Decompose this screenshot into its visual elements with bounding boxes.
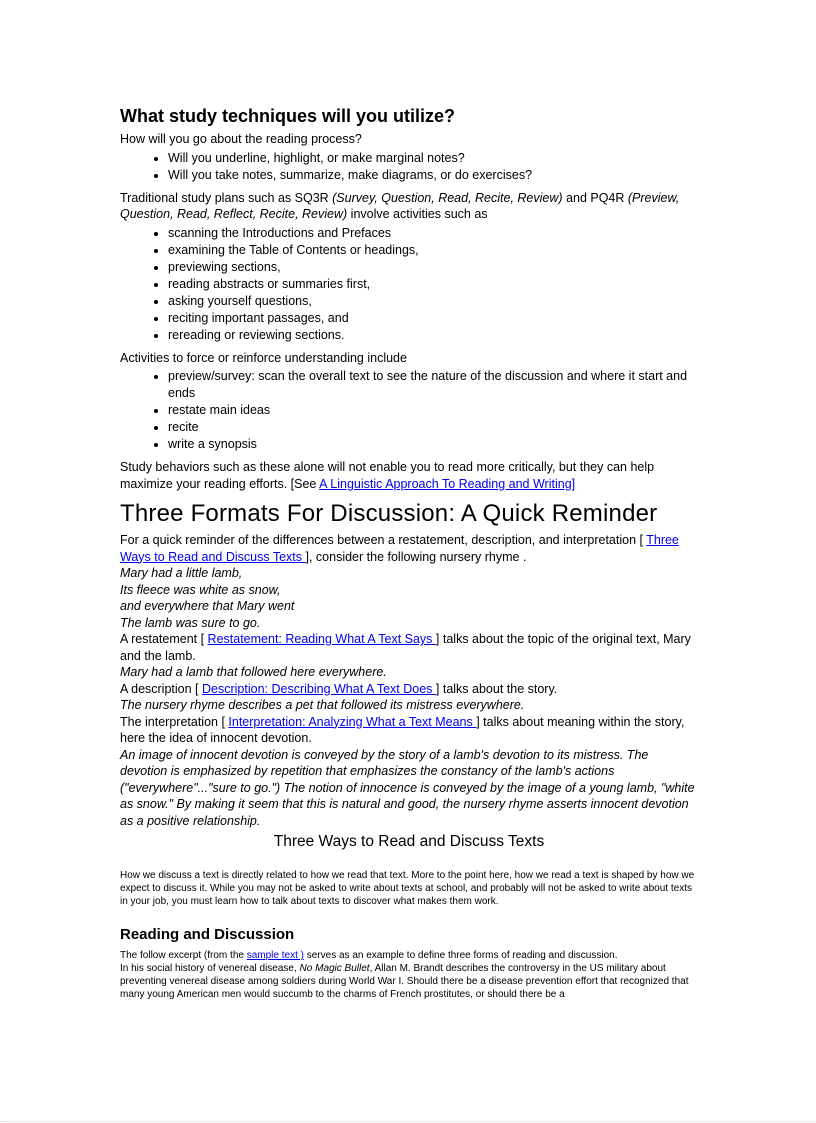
study-behaviors-paragraph: Study behaviors such as these alone will not enable you to read more critically, but they can help maximize your reading efforts. [See A Linguistic Approach To Reading and Writing] — [120, 460, 655, 491]
interpretation-example: An image of innocent devotion is conveyed by the story of a lamb's devotion to its mistress. The devotion is emphasized by repetition that emphasizes the constancy of the lamb's actions ("everywhere"..."sure to go.") The notion of innocence is conveyed by the image of a young lamb, "white as snow." By making it seem that this is natural and good, the nursery rhyme asserts innocent devotion as a positive relationship. — [120, 747, 695, 828]
list-item: • examining the Table of Contents or headings, — [168, 242, 698, 259]
list-item: • reciting important passages, and — [168, 310, 698, 327]
sample-text-link[interactable]: sample text ) — [246, 950, 304, 961]
list-item: • recite — [168, 419, 698, 436]
three-ways-body — [120, 869, 698, 908]
interpretation-paragraph: The interpretation [ Interpretation: Analyzing What a Text Means ] talks about meaning within the story, here the idea of innocent devotion. — [120, 714, 685, 745]
discussion-paragraph: How we discuss a text is directly related to how we read that text. More to the point here, how we read a text is shaped by how we expect to discuss it. While you may not be asked to write about texts at school, and probably will not be asked to write about texts in your job, you must learn how to talk about texts to discover what makes them work. — [120, 870, 695, 907]
list-item: • rereading or reviewing sections. — [168, 327, 698, 344]
interpretation-link[interactable]: Interpretation: Analyzing What a Text Means — [228, 714, 477, 729]
reading-process-question: How will you go about the reading process? — [120, 132, 362, 146]
restatement-paragraph: A restatement [ Restatement: Reading What A Text Says ] talks about the topic of the original text, Mary and the lamb. — [120, 632, 691, 663]
list-item: • Will you take notes, summarize, make diagrams, or do exercises? — [168, 167, 698, 184]
formats-intro: For a quick reminder of the differences between a restatement, description, and interpretation [ Three Ways to Read and Discuss Texts ], consider the following nursery rhyme . — [120, 533, 679, 564]
list-item: • previewing sections, — [168, 259, 698, 276]
excerpt-paragraph: The follow excerpt (from the sample text ) serves as an example to define three forms of reading and discussion. — [120, 950, 618, 961]
study-techniques-heading: What study techniques will you utilize? — [120, 106, 456, 126]
reading-discussion-body — [120, 949, 698, 1001]
rhyme-line: The lamb was sure to go. — [120, 615, 261, 630]
activities-list — [120, 225, 698, 344]
restatement-example: Mary had a lamb that followed here everywhere. — [120, 665, 387, 679]
linguistic-approach-link[interactable]: A Linguistic Approach To Reading and Writing] — [319, 476, 576, 491]
list-item: • asking yourself questions, — [168, 293, 698, 310]
three-ways-heading: Three Ways to Read and Discuss Texts — [273, 833, 545, 850]
reading-discussion-heading: Reading and Discussion — [120, 926, 295, 943]
list-item: • reading abstracts or summaries first, — [168, 276, 698, 293]
description-paragraph: A description [ Description: Describing What A Text Does ] talks about the story. — [120, 681, 558, 696]
study-plans-paragraph: Traditional study plans such as SQ3R (Survey, Question, Read, Recite, Review) and PQ4R (Preview, Question, Read, Reflect, Recite, Review) involve activities such as — [120, 190, 680, 221]
list-item: • scanning the Introductions and Prefaces — [168, 225, 698, 242]
rhyme-line: and everywhere that Mary went — [120, 599, 295, 613]
restatement-link[interactable]: Restatement: Reading What A Text Says — [207, 632, 436, 646]
history-paragraph: In his social history of venereal disease, No Magic Bullet, Allan M. Brandt describes the controversy in the US military about preventing venereal disease among soldiers during World War I. Should there be a disease prevention effort that recognized that many young American men would succumb to the charms of French prostitutes, or should there be a — [120, 963, 689, 1000]
reinforce-list — [120, 368, 698, 453]
description-example: The nursery rhyme describes a pet that followed its mistress everywhere. — [120, 698, 525, 712]
list-item: • Will you underline, highlight, or make marginal notes? — [168, 150, 698, 167]
note-taking-list — [120, 150, 698, 184]
list-item: • restate main ideas — [168, 402, 698, 419]
three-ways-link[interactable]: Three Ways to Read and Discuss Texts — [120, 533, 679, 564]
description-link[interactable]: Description: Describing What A Text Does — [202, 681, 436, 696]
list-item: • write a synopsis — [168, 436, 698, 453]
formats-heading: Three Formats For Discussion: A Quick Reminder — [120, 500, 658, 527]
reinforce-intro: Activities to force or reinforce understanding include — [120, 350, 407, 365]
rhyme-line: Mary had a little lamb, — [120, 566, 243, 580]
list-item: • preview/survey: scan the overall text to see the nature of the discussion and where it start and ends — [168, 368, 698, 402]
rhyme-line: Its fleece was white as snow, — [120, 582, 281, 597]
document-page — [120, 100, 698, 1001]
